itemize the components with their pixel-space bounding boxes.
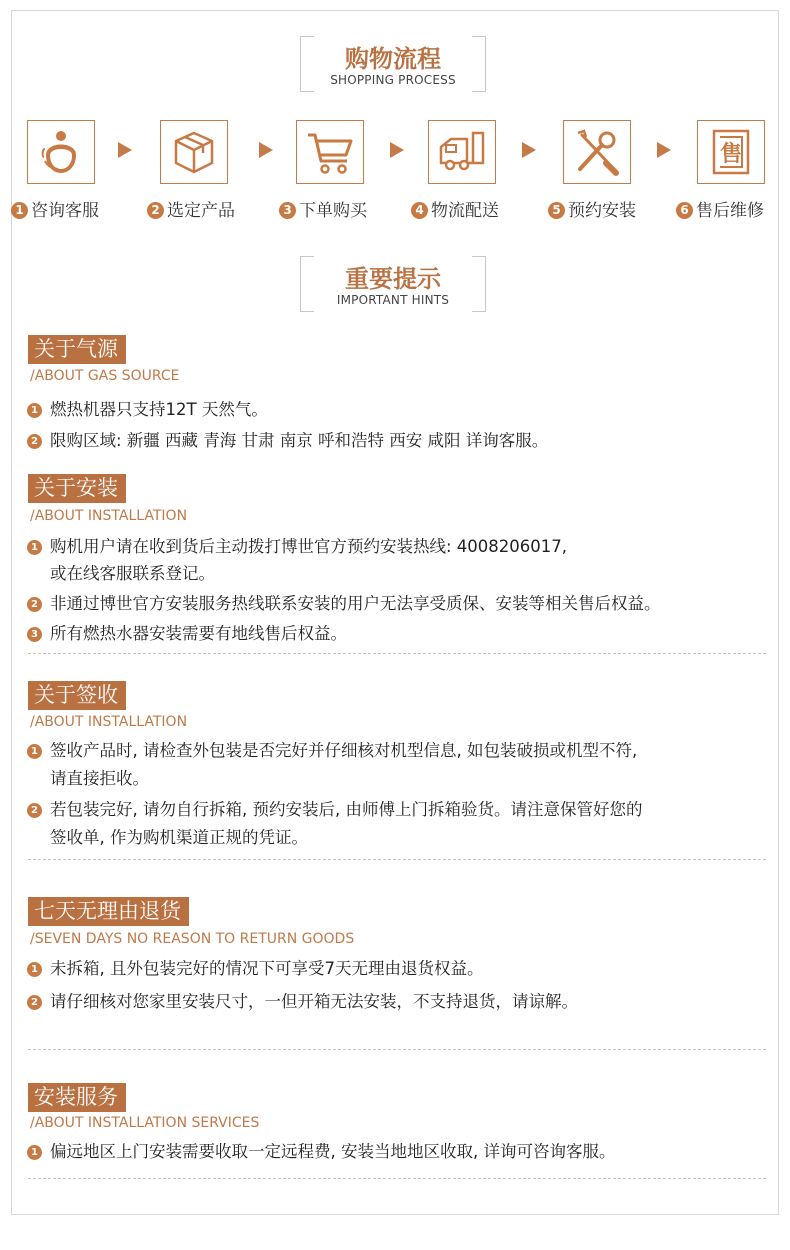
box-icon: [169, 127, 219, 177]
process-title: 购物流程: [345, 45, 441, 73]
step-arrow: [118, 142, 132, 158]
after-sales-icon: [706, 127, 756, 177]
step-label-6: 6 售后维修: [676, 198, 764, 224]
hints-subtitle: IMPORTANT HINTS: [336, 293, 450, 307]
step-2-box: [160, 120, 228, 184]
list-item: 2 若包装完好, 请勿自行拆箱, 预约安装后, 由师傅上门拆箱验货。请注意保管好您的: [27, 796, 642, 824]
step-5-box: [563, 120, 631, 184]
list-item: 1 偏远地区上门安装需要收取一定远程费, 安装当地地区收取, 详询可咨询客服。: [27, 1138, 615, 1166]
step-label-1: 1 咨询客服: [11, 198, 99, 224]
step-6-box: [697, 120, 765, 184]
list-item: 1 购机用户请在收到货后主动拨打博世官方预约安装热线: 4008206017,: [27, 533, 567, 561]
divider: [28, 653, 766, 654]
step-label-2: 2 选定产品: [147, 198, 235, 224]
customer-service-icon: [36, 127, 86, 177]
list-item: 1 签收产品时, 请检查外包装是否完好并仔细核对机型信息, 如包装破损或机型不符,: [27, 737, 637, 765]
list-item: 2 请仔细核对您家里安装尺寸，一但开箱无法安装，不支持退货，请谅解。: [27, 988, 578, 1016]
divider: [28, 1049, 766, 1050]
list-item: 1 未拆箱, 且外包装完好的情况下可享受7天无理由退货权益。: [27, 955, 484, 983]
step-arrow: [259, 142, 273, 158]
divider: [28, 859, 766, 860]
section-subtitle: /ABOUT INSTALLATION: [30, 714, 188, 730]
step-3-box: [296, 120, 364, 184]
list-item-continuation: 或在线客服联系登记。: [50, 564, 215, 583]
section-title-seven-day-return: 七天无理由退货: [28, 897, 189, 926]
step-arrow: [390, 142, 404, 158]
section-title-installation: 关于安装: [28, 474, 126, 503]
tools-icon: [572, 127, 622, 177]
step-arrow: [657, 142, 671, 158]
list-item: 2 非通过博世官方安装服务热线联系安装的用户无法享受质保、安装等相关售后权益。: [27, 590, 661, 618]
step-label-3: 3 下单购买: [279, 198, 367, 224]
step-arrow: [522, 142, 536, 158]
step-1-box: [27, 120, 95, 184]
list-item: 2 限购区域: 新疆 西藏 青海 甘肃 南京 呼和浩特 西安 咸阳 详询客服。: [27, 427, 548, 455]
step-4-box: [428, 120, 496, 184]
step-label-5: 5 预约安装: [548, 198, 636, 224]
step-label-4: 4 物流配送: [411, 198, 499, 224]
list-item-continuation: 签收单, 作为购机渠道正规的凭证。: [50, 828, 308, 847]
list-item: 1 燃热机器只支持12T 天然气。: [27, 396, 268, 424]
shopping-cart-icon: [305, 127, 355, 177]
section-title-installation-services: 安装服务: [28, 1083, 126, 1112]
section-subtitle: /ABOUT GAS SOURCE: [30, 368, 180, 384]
section-subtitle: /ABOUT INSTALLATION SERVICES: [30, 1115, 260, 1131]
section-subtitle: /SEVEN DAYS NO REASON TO RETURN GOODS: [30, 931, 355, 947]
list-item: 3 所有燃热水器安装需要有地线售后权益。: [27, 620, 347, 648]
section-subtitle: /ABOUT INSTALLATION: [30, 508, 188, 524]
divider: [28, 1178, 766, 1179]
process-subtitle: SHOPPING PROCESS: [330, 73, 456, 87]
section-title-gas-source: 关于气源: [28, 335, 126, 364]
svg-text:售: 售: [719, 142, 743, 167]
hints-title: 重要提示: [345, 265, 441, 293]
list-item-continuation: 请直接拒收。: [50, 769, 149, 788]
process-header: [300, 36, 486, 92]
delivery-truck-icon: [437, 127, 487, 177]
section-title-sign-off: 关于签收: [28, 681, 126, 710]
hints-header: [300, 256, 486, 312]
